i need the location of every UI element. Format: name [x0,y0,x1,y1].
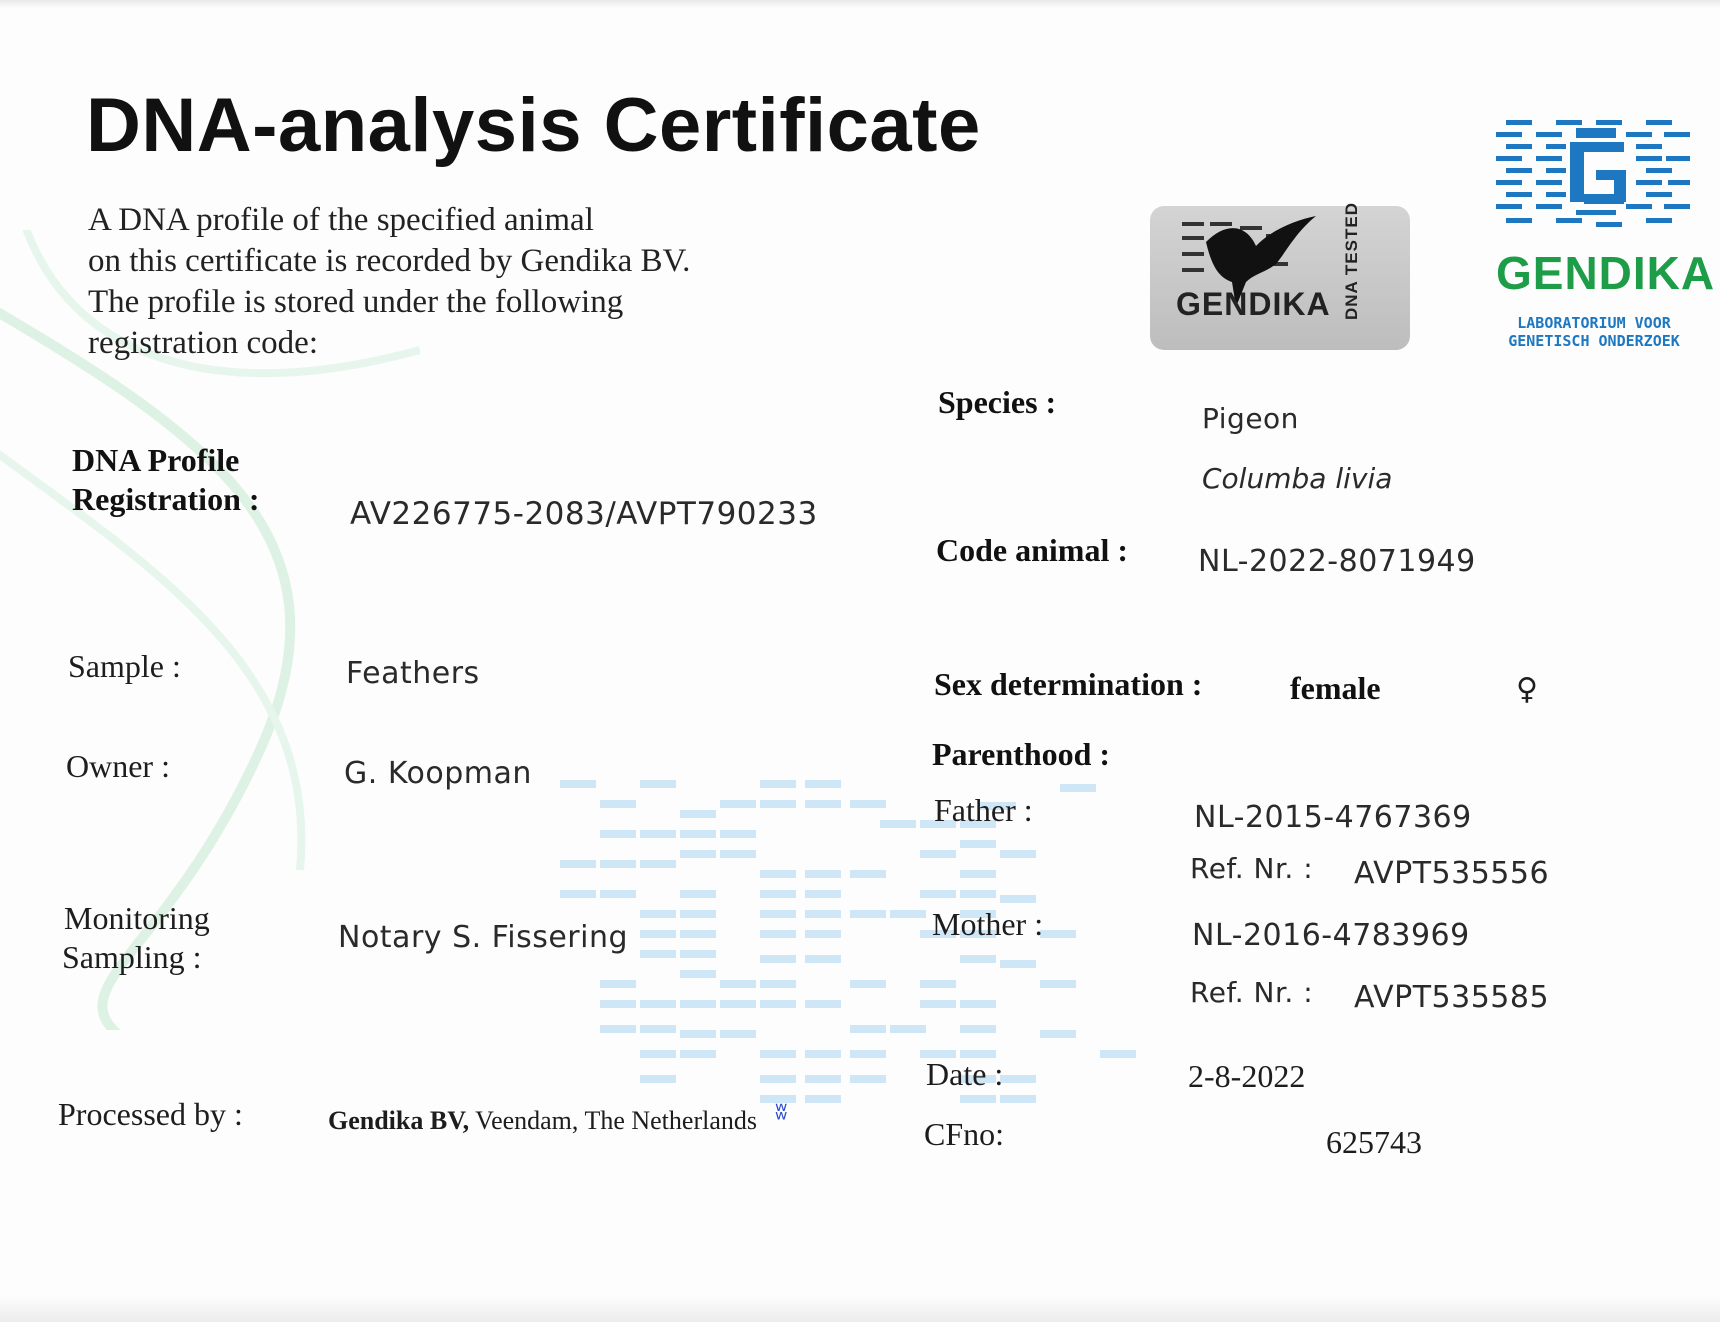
monitoring-label-line1: Monitoring [64,900,210,936]
sample-label: Sample : [68,648,181,684]
monitoring-label-line2: Sampling : [62,939,202,975]
female-symbol-icon: ♀ [1516,672,1538,707]
processed-value [328,1106,757,1136]
father-ref-value: AVPT535556 [1354,856,1550,891]
mother-label: Mother : [932,906,1044,942]
logo-name: GENDIKA [1496,247,1716,299]
sex-value: female [1290,670,1381,706]
registration-label-line2: Registration : [72,481,260,517]
logo-subtitle-line: LABORATORIUM VOOR [1517,314,1671,332]
barcode-g-logo-icon [1496,118,1692,234]
parenthood-label: Parenthood : [932,736,1111,772]
registration-value: AV226775-2083/AVPT790233 [350,496,818,532]
species-latin-value: Columba livia [1202,462,1393,495]
date-label: Date : [926,1056,1004,1092]
sample-value: Feathers [346,656,480,691]
owner-label: Owner : [66,748,170,784]
mother-ref-value: AVPT535585 [1354,980,1550,1015]
father-value: NL-2015-4767369 [1194,800,1472,835]
mother-ref-label: Ref. Nr. : [1190,976,1314,1009]
badge-brand: GENDIKA [1176,286,1331,322]
date-value: 2-8-2022 [1188,1058,1306,1094]
cfno-label: CFno: [924,1116,1005,1152]
scan-edge-top [0,0,1720,8]
monitoring-value: Notary S. Fissering [338,920,629,955]
certificate-title: DNA-analysis Certificate [86,83,981,168]
intro-line: registration code: [88,325,319,361]
logo-subtitle-line: GENETISCH ONDERZOEK [1508,332,1680,350]
code-animal-value: NL-2022-8071949 [1198,544,1476,579]
sex-label: Sex determination : [934,666,1203,702]
species-common-value: Pigeon [1202,402,1299,435]
processed-label: Processed by : [58,1096,243,1132]
intro-line: The profile is stored under the following [88,284,624,320]
badge-tested-label: DNA TESTED [1342,202,1361,320]
intro-paragraph [88,200,788,364]
registration-label-line1: DNA Profile [72,442,240,478]
owner-value: G. Koopman [344,756,532,791]
logo-subtitle [1494,314,1694,350]
species-label: Species : [938,384,1057,420]
mother-value: NL-2016-4783969 [1192,918,1470,953]
father-ref-label: Ref. Nr. : [1190,852,1314,885]
intro-line: A DNA profile of the specified animal [88,202,594,238]
processed-location: Veendam, The Netherlands [469,1106,757,1135]
code-animal-label: Code animal : [936,532,1128,568]
processed-company: Gendika BV, [328,1106,470,1135]
intro-line: on this certificate is recorded by Gendika BV. [88,243,691,279]
cfno-value: 625743 [1326,1124,1422,1160]
scan-edge-bottom [0,1296,1720,1322]
signature-mark: ʬ [775,1097,788,1125]
father-label: Father : [934,792,1033,828]
